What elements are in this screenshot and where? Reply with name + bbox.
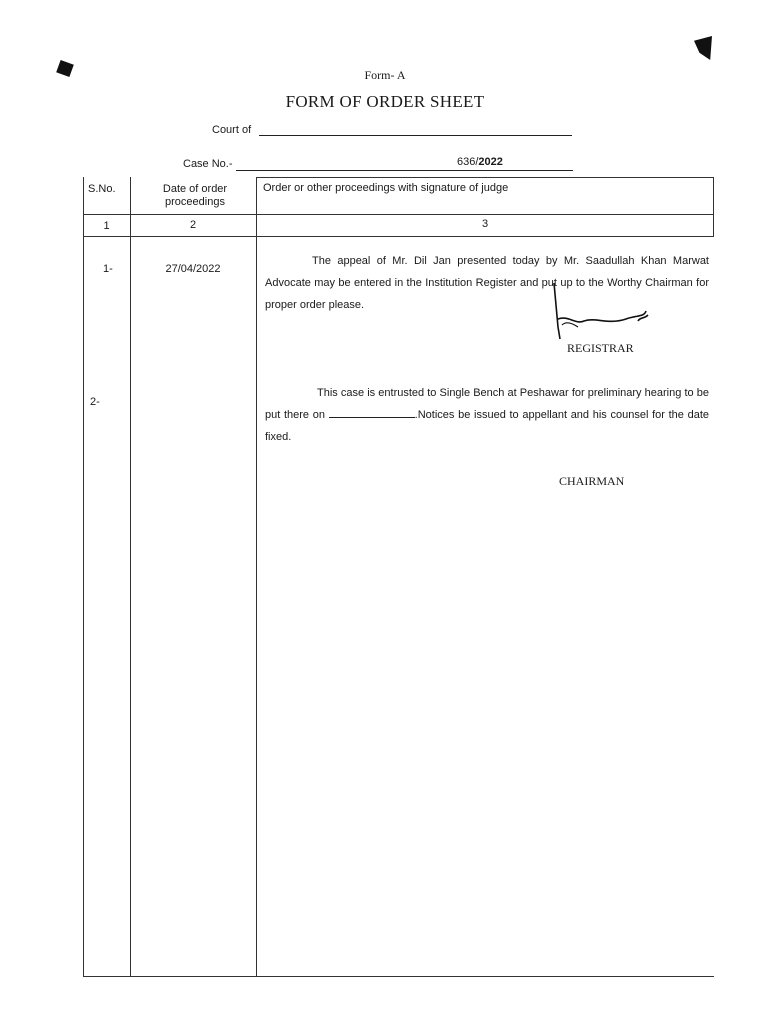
case-label: Case No.- [183,158,233,170]
row-2-signatory: CHAIRMAN [559,474,625,488]
hearing-date-blank [329,408,415,418]
number-row-divider [83,236,714,237]
col-number-2: 2 [189,219,197,231]
row-1-sno: 1- [103,263,113,275]
header-divider [83,214,714,215]
row-2-order-text [265,382,709,448]
form-label: Form- A [364,68,406,82]
row-2-order-text-after: .Notices be issued to appellant and his counsel for the date fixed. [265,409,709,443]
case-number [457,156,503,168]
column-divider-1 [130,177,131,977]
page-title: FORM OF ORDER SHEET [285,92,485,111]
table-border-left [83,177,84,977]
case-year: 2022 [478,156,503,168]
col-number-3: 3 [481,218,489,230]
table-border-bottom [83,976,714,977]
header-date: Date of order proceedings [162,183,228,208]
column-divider-2 [256,177,257,977]
header-proceedings: Order or other proceedings with signature of judge [263,182,509,194]
scan-mark-right [694,36,712,60]
case-number-value: 636/ [457,156,479,168]
court-field-line [259,135,572,136]
row-1-date: 27/04/2022 [165,263,221,275]
row-1-signatory: REGISTRAR [567,341,634,355]
row-2-sno: 2- [90,396,100,408]
case-field-line [236,170,573,171]
header-sno: S.No. [88,183,116,195]
court-label: Court of [212,124,252,136]
registrar-signature [548,281,668,343]
order-sheet-table [83,177,714,977]
row-1-order-text-content: The appeal of Mr. Dil Jan presented today by Mr. Saadullah Khan Marwat Advocate may be entered in the Institution Register and put up to the Worthy Chairman for proper order please. [265,255,709,311]
row-2-order-text-before: This case is entrusted to Single Bench at Peshawar for preliminary hearing to be put there on [265,387,709,421]
col-number-1: 1 [103,220,110,232]
table-border-top [256,177,714,178]
